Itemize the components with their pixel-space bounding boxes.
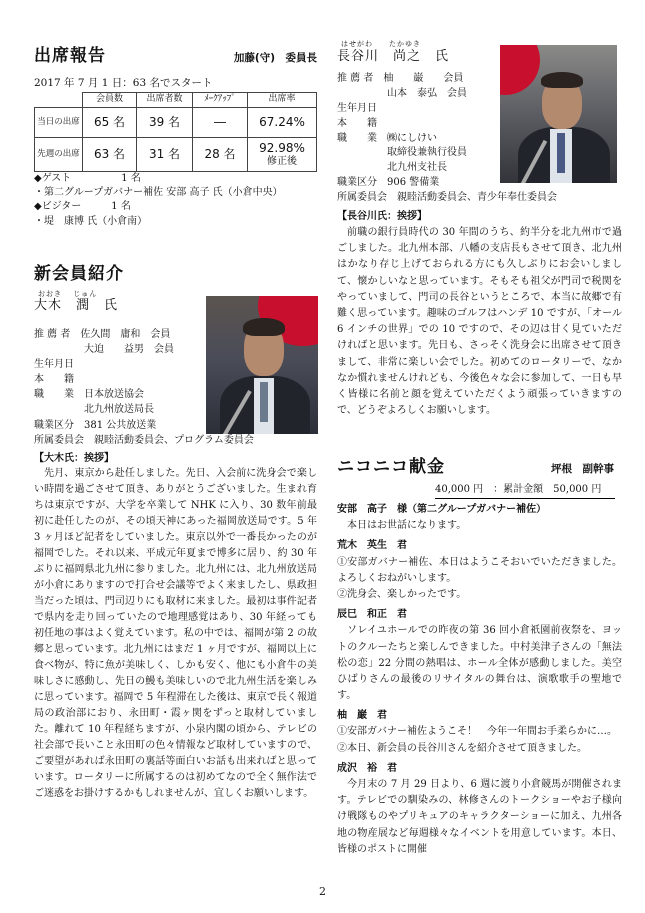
rate-cell — [248, 108, 317, 138]
name-ruby: おおき じゅん — [38, 290, 98, 298]
profile-line: 大迫 益男 会員 — [34, 344, 174, 356]
name-ruby: はせがわ たかゆき — [341, 40, 421, 48]
attendance-extra — [34, 172, 283, 229]
profile-line: 北九州放送局長 — [34, 404, 154, 416]
donor-message: ①安部ガバナー補佐ようこそ！ 今年一年間お手柔らかに…。 — [337, 726, 617, 738]
nikoniko-reporter: 坪根 副幹事 — [551, 463, 614, 476]
member-photo — [500, 45, 617, 183]
table-header: 会員数 — [83, 93, 137, 108]
attendance-title: 出席報告 — [34, 46, 106, 66]
members-cell: 65 名 — [83, 108, 137, 138]
profile-line: 推 薦 者 佐久間 庸和 会員 — [34, 329, 171, 340]
greeting-heading: 【長谷川氏：挨拶】 — [337, 211, 427, 222]
profile-line: 本 籍 — [337, 117, 377, 129]
donor-message: ②洗身会、楽しかったです。 — [337, 588, 467, 600]
profile-line: 所属委員会 親睦活動委員会、青少年奉仕委員会 — [337, 192, 557, 204]
donor-name: 辰巳 和正 君 — [337, 609, 407, 621]
donor-message: ①安部ガバナー補佐、本日はようこそおいでいただきました。よろしくおねがいします。 — [337, 556, 622, 584]
table-header: ﾒｰｸｱｯﾌﾟ — [193, 93, 248, 108]
nikoniko-total: 40,000 円 ：累計金額 50,000 円 — [435, 483, 615, 499]
profile-line: 本 籍 — [34, 374, 74, 386]
donor-message: ソレイユホールでの昨夜の第 36 回小倉祇園前夜祭を、ヨットのクルーたちと楽しんできました。中村美津子さんの「無法松の恋」22 分間の熱唱は、ホール全体が感動しました。美空ひばりさんの最後のリサイタルの舞台は、演歌歌手の聖地です。 — [337, 625, 622, 702]
profile-line: 職業区分 906 警備業 — [337, 177, 440, 189]
profile-line: 生年月日 — [34, 359, 74, 371]
member-photo — [206, 296, 318, 434]
table-header: 出席率 — [248, 93, 317, 108]
donor-message: ②本日、新会員の長谷川さんを紹介させて頂きました。 — [337, 742, 587, 754]
attendance-table — [34, 92, 317, 172]
table-row — [35, 138, 317, 172]
profile-line: 職業区分 381 公共放送業 — [34, 419, 157, 431]
greeting-text: 前職の銀行員時代の 30 年間のうち、約半分を北九州市で過ごしました。北九州本部、八幡の支店長もさせて頂き、北九州はかなり存じ上げておられる方にも久しぶりにお会いしまして、懐かしいなと思っています。そもそも祖父が門司で税関をやっていまして、門司の長谷というところで、本当に故郷で有難く思っています。趣味のゴルフはハンデ 10 ですが、「オール 6 インチの世界」での 10 ですので、その辺は甘く見ていただければと思います。先日も、さっそく洗身会に出席させて頂きまして、非常に楽しい会でした。初めてのロータリーで、なかなか慣れませんけれども、今後色々な会に参加して、一日も早く皆様に名前と顔を覚えていただくよう頑張っていきますので、どうぞよろしくお願いします。 — [337, 227, 622, 417]
profile-line: 職 業 ㈱にしけい — [337, 132, 437, 144]
rate-value: 92.98% — [259, 141, 305, 156]
table-corner — [35, 93, 83, 108]
attendees-cell: 39 名 — [137, 108, 193, 138]
donor-name: 安部 高子 様（第二グループガバナー補佐） — [337, 504, 547, 515]
greeting-heading: 【大木氏：挨拶】 — [34, 453, 114, 464]
greeting-text: 先月、東京から赴任しました。先日、入会前に洗身会で楽しい時間を過ごさせて頂き、ありがとうございました。生まれ育ちは東京ですが、大学を卒業して NHK に入り、30 数年前最初に赴任したのが、その頃天神にあった福岡放送局です。5 年 3 ヶ月ほど記者をしていました。東京以外で一番長かったのが福岡でした。それ以来、平成元年夏まで博多に居り、約 30 年ぶりに福岡県北九州に参りました。北九州には、北九州放送局が小倉にありますので打合せ会議等でよく来ましたし、県政担当だった頃は、門司辺りにも取材に来ました。最初は事件記者で県内を走り回っていたので地理感覚はあり、30 年経っても初任地の事はよく覚えています。私の中では、福岡が第 2 の故郷と思っています。北九州にはまだ 1 ヶ月ですが、福岡以上に食べ物が、特に魚が美味しく、しかも安く、他にも小倉牛の美味しさに感動し、先日の鰻も美味しいので北九州生活を楽しみに思っています。福岡で 5 年程滞在した後は、東京で長く報道局の政治部におり、永田町・霞ヶ関をずっと取材していました。離れて 10 年程経ちますが、小泉内閣の頃から、テレビの社会部で長いこと永田町の色々情報など取材していますので、ご要望があれば永田町の裏話等面白いお話も出来ればと思っています。ロータリーに所属するのは初めてなので全く無作法でご迷惑をお掛けするかもしれませんが、宜しくお願いします。 — [34, 468, 317, 799]
visitor-line: ◆ビジター 1 名 — [34, 201, 131, 213]
donor-name: 柚 巌 君 — [337, 710, 387, 722]
nikoniko-header — [337, 455, 624, 480]
profile-line: 所属委員会 親睦活動委員会、プログラム委員会 — [34, 434, 254, 446]
guest-line: ◆ゲスト 1 名 — [34, 173, 141, 184]
page-number: 2 — [319, 885, 326, 898]
profile-line: 取締役兼執行役員 — [337, 147, 467, 159]
member-name: 大木 潤 氏 — [34, 298, 119, 313]
attendance-reporter: 加藤(守) 委員長 — [233, 52, 317, 65]
donor-message: 本日はお世話になります。 — [347, 520, 467, 532]
rate-cell — [248, 138, 317, 172]
attendees-cell: 31 名 — [137, 138, 193, 172]
members-cell: 63 名 — [83, 138, 137, 172]
table-row — [35, 108, 317, 138]
rate-note: 修正後 — [267, 155, 297, 167]
attendance-header — [34, 44, 317, 69]
member-name: 長谷川 尚之 氏 — [337, 49, 450, 64]
table-header: 出席者数 — [137, 93, 193, 108]
donor-message: 今月末の 7 月 29 日より、6 週に渡り小倉競馬が開催されます。テレビでの馴染みの、林修さんのトークショーやお子様向け戦隊ものやプリキュアのキャラクターショーに加え、九州各地の物産展など毎週様々なイベントを用意しています。本日、皆様のポストに開催 — [337, 779, 622, 855]
row-label: 先週の出席 — [35, 138, 83, 172]
makeup-cell: 28 名 — [193, 138, 248, 172]
donor-name: 荒木 英生 君 — [337, 540, 407, 552]
profile-line: 職 業 日本放送協会 — [34, 389, 144, 401]
nikoniko-title: ニコニコ献金 — [337, 457, 445, 477]
attendance-date: 2017 年 7 月 1 日：63 名でスタート — [34, 77, 213, 89]
new-member-title: 新会員紹介 — [34, 264, 124, 284]
nikoniko-entries — [337, 500, 622, 858]
rate-value: 67.24% — [259, 114, 305, 129]
profile-line: 推 薦 者 柚 巌 会員 — [337, 73, 464, 84]
donor-name: 成沢 裕 君 — [337, 762, 397, 774]
makeup-cell: ― — [193, 108, 248, 138]
guest-line: ・第二グループガバナー補佐 安部 高子 氏（小倉中央） — [34, 187, 283, 199]
profile-line: 生年月日 — [337, 102, 377, 114]
profile-line: 山本 泰弘 会員 — [337, 87, 467, 99]
row-label: 当日の出席 — [35, 108, 83, 138]
visitor-line: ・堤 康博 氏（小倉南） — [34, 215, 148, 227]
profile-line: 北九州支社長 — [337, 162, 447, 174]
